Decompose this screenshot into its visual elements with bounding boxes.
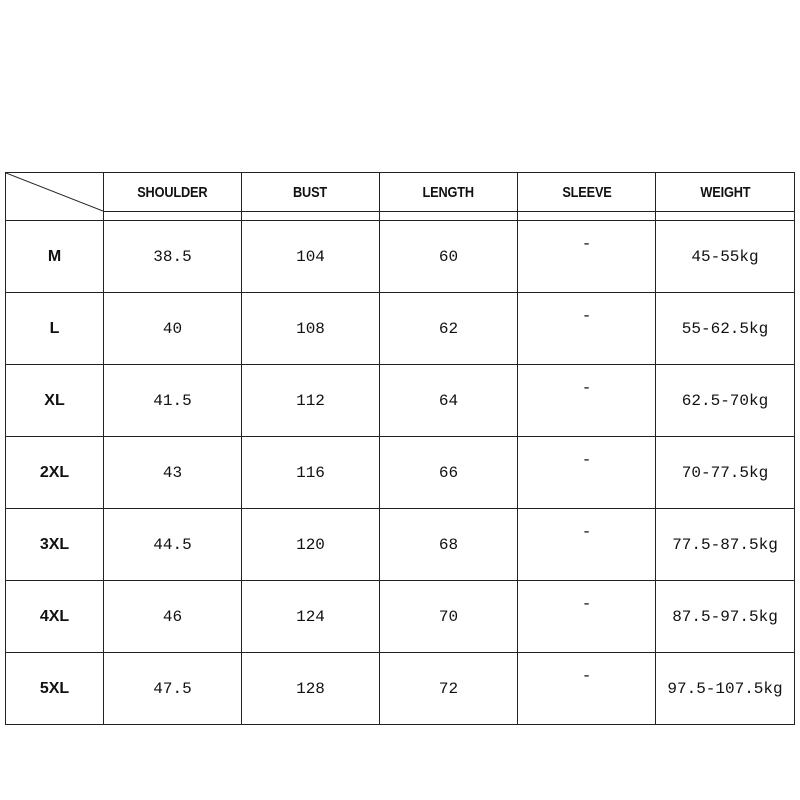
header-weight: [656, 173, 795, 212]
bust-value: 104: [242, 221, 380, 293]
header-row: [6, 173, 795, 212]
shoulder-value: 46: [104, 581, 242, 653]
table-row: [6, 293, 795, 365]
weight-value: 77.5-87.5kg: [656, 509, 795, 581]
weight-value: 70-77.5kg: [656, 437, 795, 509]
length-value: 62: [380, 293, 518, 365]
bust-value: 120: [242, 509, 380, 581]
header-shoulder-label: SHOULDER: [137, 183, 208, 201]
header-bust: [242, 173, 380, 212]
table-row: [6, 365, 795, 437]
length-value: 72: [380, 653, 518, 725]
table-row: [6, 221, 795, 293]
bust-value: 112: [242, 365, 380, 437]
weight-value: 97.5-107.5kg: [656, 653, 795, 725]
size-label: 4XL: [6, 581, 104, 653]
header-sleeve-label: SLEEVE: [561, 183, 612, 201]
bust-value: 124: [242, 581, 380, 653]
sleeve-value: -: [518, 221, 656, 293]
sleeve-value: -: [518, 581, 656, 653]
bust-value: 108: [242, 293, 380, 365]
length-value: 64: [380, 365, 518, 437]
length-value: 60: [380, 221, 518, 293]
header-weight-label: WEIGHT: [700, 183, 750, 201]
shoulder-value: 44.5: [104, 509, 242, 581]
table-row: [6, 437, 795, 509]
sleeve-value: -: [518, 365, 656, 437]
shoulder-value: 38.5: [104, 221, 242, 293]
shoulder-value: 41.5: [104, 365, 242, 437]
length-value: 66: [380, 437, 518, 509]
shoulder-value: 40: [104, 293, 242, 365]
size-label: XL: [6, 365, 104, 437]
weight-value: 87.5-97.5kg: [656, 581, 795, 653]
bust-value: 128: [242, 653, 380, 725]
size-label: L: [6, 293, 104, 365]
size-label: 5XL: [6, 653, 104, 725]
spacer-cell: [104, 212, 242, 221]
size-label: 3XL: [6, 509, 104, 581]
sleeve-value: -: [518, 293, 656, 365]
weight-value: 62.5-70kg: [656, 365, 795, 437]
header-shoulder: [104, 173, 242, 212]
spacer-cell: [380, 212, 518, 221]
length-value: 70: [380, 581, 518, 653]
header-length-label: LENGTH: [422, 183, 475, 201]
size-label: M: [6, 221, 104, 293]
spacer-cell: [656, 212, 795, 221]
weight-value: 55-62.5kg: [656, 293, 795, 365]
size-chart-table: [5, 172, 795, 725]
size-label: 2XL: [6, 437, 104, 509]
header-length: [380, 173, 518, 212]
shoulder-value: 47.5: [104, 653, 242, 725]
table-row: [6, 653, 795, 725]
header-spacer-row: [6, 212, 795, 221]
diagonal-divider: [6, 173, 103, 220]
table-row: [6, 509, 795, 581]
weight-value: 45-55kg: [656, 221, 795, 293]
sleeve-value: -: [518, 509, 656, 581]
header-bust-label: BUST: [293, 183, 328, 201]
header-sleeve: [518, 173, 656, 212]
corner-cell: [6, 173, 104, 221]
spacer-cell: [242, 212, 380, 221]
sleeve-value: -: [518, 437, 656, 509]
sleeve-value: -: [518, 653, 656, 725]
shoulder-value: 43: [104, 437, 242, 509]
spacer-cell: [518, 212, 656, 221]
bust-value: 116: [242, 437, 380, 509]
length-value: 68: [380, 509, 518, 581]
table-row: [6, 581, 795, 653]
